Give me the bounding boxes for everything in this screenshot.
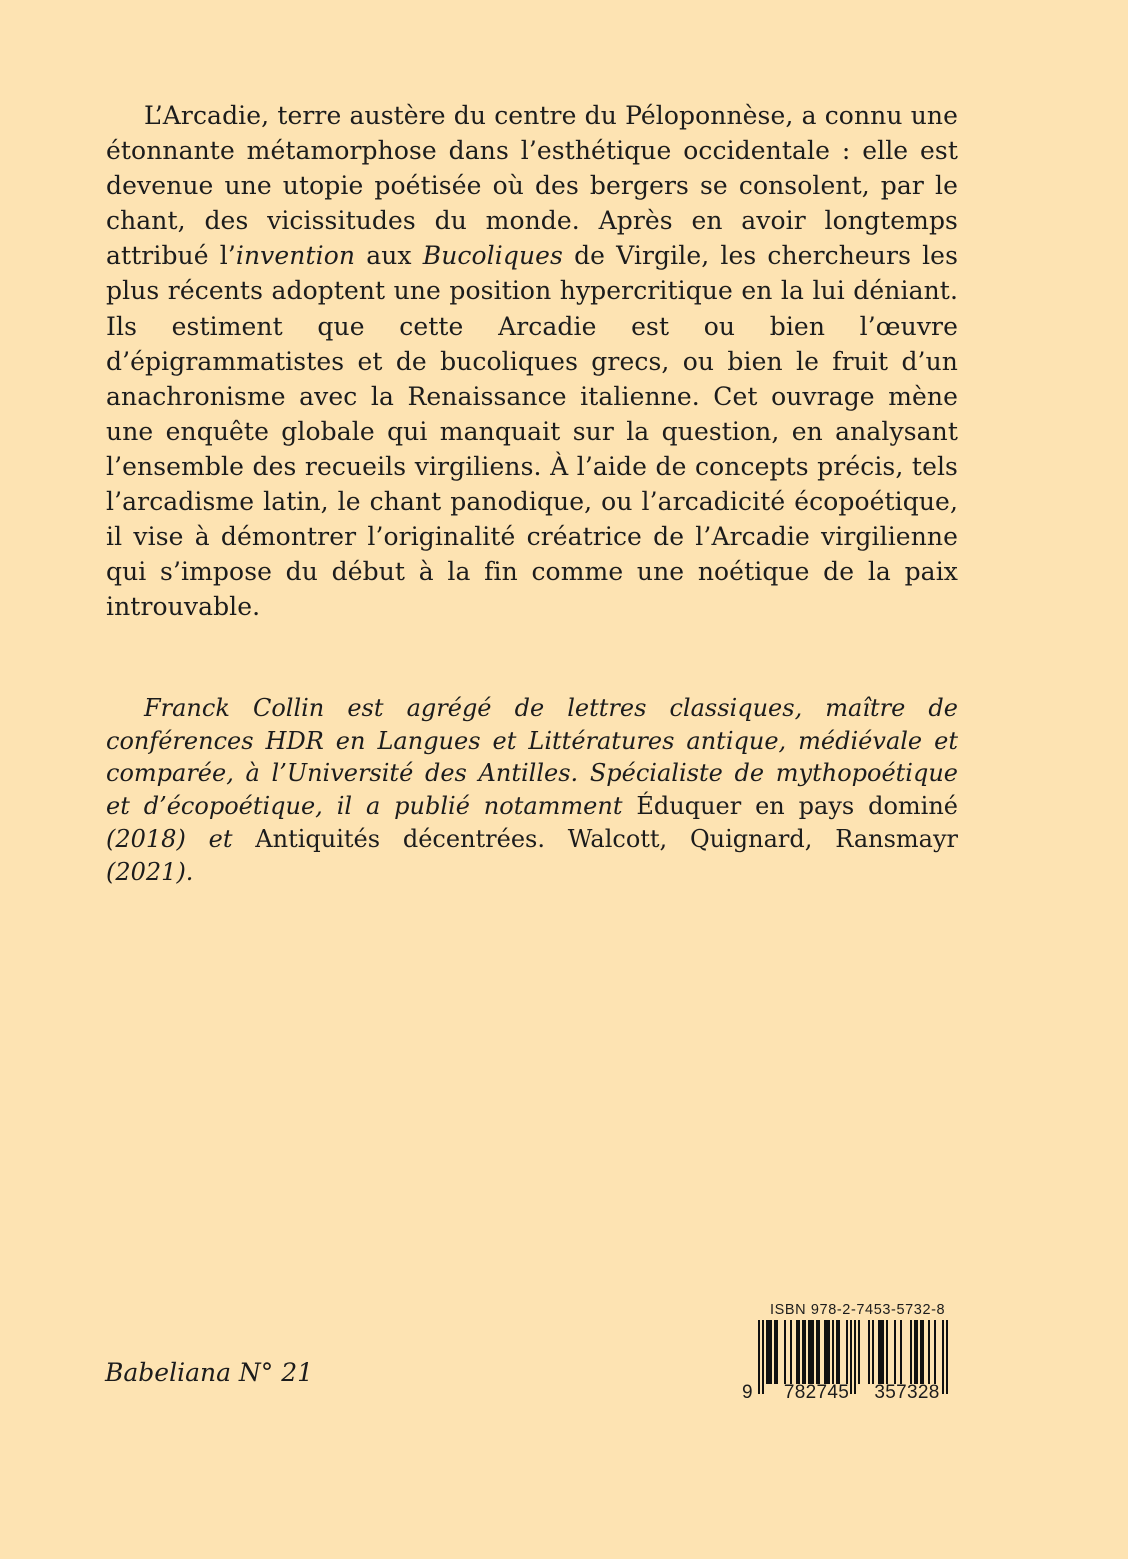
barcode-digits-right: 357328 <box>874 1382 940 1403</box>
barcode-bar <box>894 1320 896 1384</box>
barcode-bar <box>758 1320 760 1394</box>
bio-text-3: et <box>208 824 256 853</box>
barcode-bar <box>790 1320 792 1384</box>
barcode-bar <box>880 1320 882 1384</box>
barcode-bar <box>776 1320 778 1384</box>
barcode-bar <box>802 1320 804 1384</box>
author-bio <box>106 692 958 888</box>
barcode-bar <box>796 1320 798 1384</box>
barcode-bar <box>916 1320 918 1384</box>
barcode-bar <box>882 1320 884 1384</box>
series-label: Babeliana N° 21 <box>105 1358 314 1387</box>
barcode-bar <box>832 1320 834 1384</box>
back-cover-blurb <box>106 98 958 624</box>
barcode-bar <box>838 1320 840 1384</box>
bio-text-1: Franck Collin est agrégé de lettres classiques, maître de conférences HDR en Langues et Littératures antique, médiévale et comparée, à l’Université des Antilles. Spécialiste de mythopoétique et d’écopoétique, il a publié notamment <box>106 694 958 821</box>
barcode-bar <box>858 1320 860 1384</box>
barcode-bar <box>914 1320 916 1384</box>
bio-book-title-2: Antiquités décentrées. Walcott, Quignard, Ransmayr <box>255 824 958 853</box>
blurb-text-1: L’Arcadie, terre austère du centre du Péloponnèse, a connu une étonnante métamorphose dans l’esthétique occidentale : elle est devenue une utopie poétisée où des bergers se consolent, par le chant, des vicissitudes du monde. Après en avoir longtemps attribué l’ <box>106 101 958 271</box>
barcode-bar <box>922 1320 924 1384</box>
blurb-text-3: de Virgile, les chercheurs les plus récents adoptent une position hypercritique en la lui déniant. Ils estiment que cette Arcadie est ou bien l’œuvre d’épigrammatistes et de bucoliques grecs, ou bien le fruit d’un anachronisme avec la Renaissance italienne. Cet ouvrage mène une enquête globale qui manquait sur la question, en analysant l’ensemble des recueils virgiliens. À l’aide de concepts précis, tels l’arcadisme latin, le chant panodique, ou l’arcadicité écopoétique, il vise à démontrer l’originalité créatrice de l’Arcadie virgilienne qui s’impose du début à la fin comme une noétique de la paix introuvable. <box>106 241 959 622</box>
barcode-bar <box>826 1320 828 1384</box>
barcode-bar <box>768 1320 770 1384</box>
bio-text-4: (2021). <box>106 857 194 886</box>
barcode-bar <box>798 1320 800 1384</box>
barcode-bar <box>804 1320 806 1384</box>
barcode-digits-left: 782745 <box>783 1382 850 1403</box>
barcode-bar <box>934 1320 936 1384</box>
barcode-bar <box>818 1320 820 1384</box>
barcode-bar <box>878 1320 880 1384</box>
barcode-digit-first: 9 <box>742 1382 753 1403</box>
isbn-barcode-block <box>742 1302 962 1430</box>
blurb-text-2: aux <box>355 241 423 271</box>
bio-text-2: (2018) <box>106 824 209 853</box>
isbn-label: ISBN 978-2-7453-5732-8 <box>770 1302 946 1318</box>
blurb-emphasis-invention: invention <box>235 241 356 271</box>
barcode-bar <box>808 1320 810 1384</box>
barcode-bar <box>836 1320 838 1384</box>
barcode-bar <box>900 1320 902 1384</box>
barcode-bar <box>928 1320 930 1384</box>
barcode-bar <box>762 1320 764 1394</box>
barcode-bar <box>766 1320 768 1384</box>
barcode-bar <box>828 1320 830 1384</box>
barcode-bar <box>774 1320 776 1384</box>
barcode-bar <box>816 1320 818 1384</box>
barcode-bar <box>868 1320 870 1384</box>
barcode-bar <box>846 1320 848 1384</box>
blurb-title-bucoliques: Bucoliques <box>422 241 563 271</box>
barcode-bar <box>920 1320 922 1384</box>
bio-book-title-1: Éduquer en pays dominé <box>636 792 958 821</box>
barcode-bar <box>886 1320 888 1384</box>
barcode-bar <box>770 1320 772 1384</box>
barcode-bar <box>910 1320 912 1384</box>
barcode-bar <box>872 1320 874 1384</box>
barcode-bar <box>824 1320 826 1384</box>
barcode-bar <box>812 1320 814 1384</box>
barcode-bar <box>784 1320 786 1384</box>
barcode-bar <box>810 1320 812 1384</box>
